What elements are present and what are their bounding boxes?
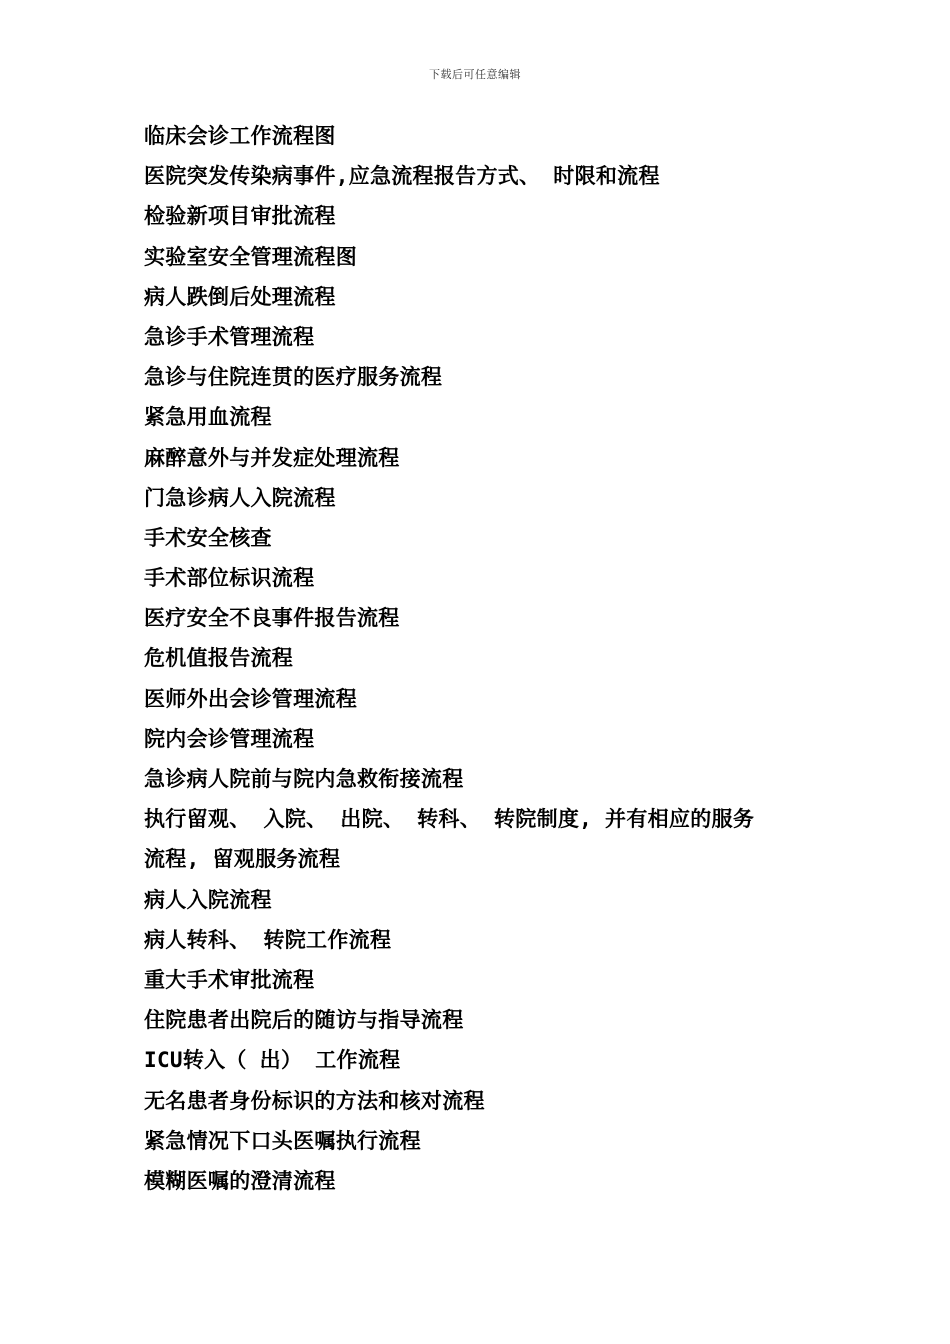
list-item: 院内会诊管理流程: [144, 726, 315, 751]
list-item: 住院患者出院后的随访与指导流程: [144, 1008, 464, 1033]
list-item: 危机值报告流程: [144, 646, 294, 671]
list-item: 麻醉意外与并发症处理流程: [144, 445, 400, 470]
header-note: 下载后可任意编辑: [429, 68, 521, 81]
list-item: 手术安全核查: [144, 525, 272, 550]
list-item: 病人跌倒后处理流程: [144, 284, 336, 309]
list-item: 模糊医嘱的澄清流程: [144, 1168, 336, 1193]
list-item: 紧急用血流程: [144, 405, 272, 430]
list-item: 手术部位标识流程: [144, 566, 315, 591]
list-item: 医疗安全不良事件报告流程: [144, 606, 400, 631]
list-item: 临床会诊工作流程图: [144, 124, 336, 148]
list-item: 紧急情况下口头医嘱执行流程: [144, 1128, 421, 1153]
list-item: 急诊病人院前与院内急救衔接流程: [144, 767, 464, 791]
list-item: 急诊与住院连贯的医疗服务流程: [144, 365, 443, 390]
list-item: 医师外出会诊管理流程: [144, 686, 357, 711]
list-item: 急诊手术管理流程: [144, 324, 315, 349]
list-item: 医院突发传染病事件,应急流程报告方式、 时限和流程: [144, 164, 660, 189]
list-item: 病人转科、 转院工作流程: [144, 927, 392, 952]
list-item: 病人入院流程: [144, 887, 272, 912]
list-item: 重大手术审批流程: [144, 967, 315, 992]
list-item: 执行留观、 入院、 出院、 转科、 转院制度, 并有相应的服务: [144, 807, 755, 832]
list-item: 检验新项目审批流程: [144, 204, 336, 229]
list-item: 实验室安全管理流程图: [144, 244, 357, 269]
list-item: 门急诊病人入院流程: [144, 485, 336, 510]
list-item: 无名患者身份标识的方法和核对流程: [144, 1088, 485, 1113]
list-item: ICU转入（ 出） 工作流程: [144, 1048, 401, 1073]
process-list: [144, 116, 824, 1201]
list-item: 流程, 留观服务流程: [144, 847, 341, 872]
